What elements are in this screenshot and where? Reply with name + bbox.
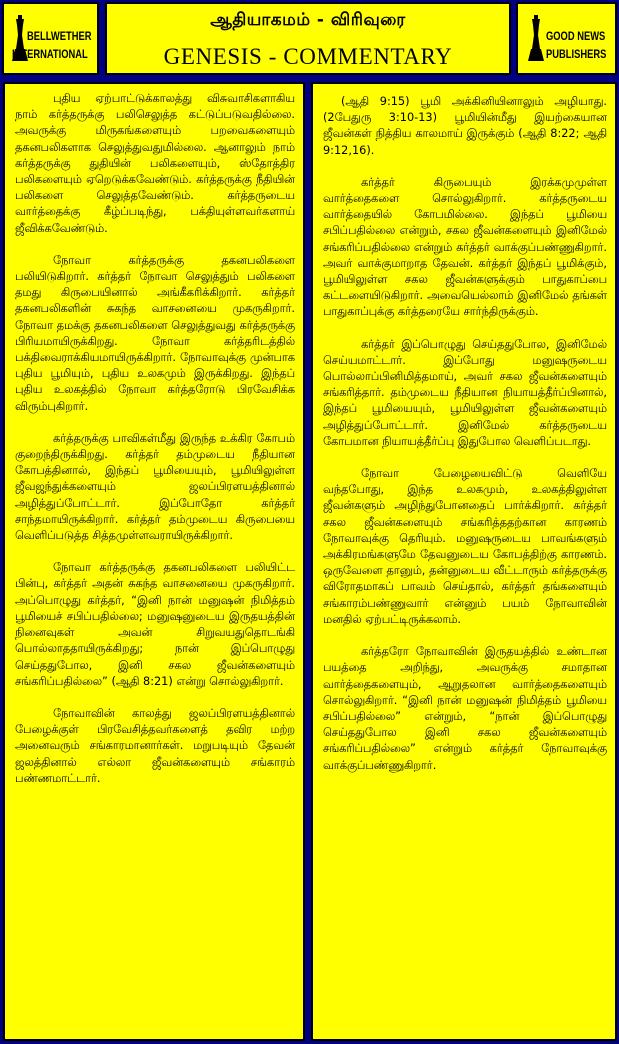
left-column [3,82,305,1041]
title-english: GENESIS - COMMENTARY [163,44,453,69]
paragraph: கர்த்தருக்கு பாவிகள்மீது இருந்த உக்கிர கோபம் குறைந்திருக்கிறது. கர்த்தர் தம்முடைய நீதியான கோபத்தினால், இந்தப் பூமியையும், பூமியிலுள்ள ஜீவஜந்துக்களையும் ஜலப்பிரளயத்தினால் அழித்துப்போட்டார். இப்போதோ கர்த்தர் சாந்தமாயிருக்கிறார். கர்த்தர் தம்முடைய கிருபையை வெளிப்படுத்த சித்தமுள்ளவராயிருக்கிறார். [15,431,295,543]
paragraph: (ஆதி 9:15) பூமி அக்கினியினாலும் அழியாது. (2பேதுரு 3:10-13) பூமியின்மீது இயற்கையான ஜீவன்கள் நித்திய காலமாய் இருக்கும் (ஆதி 8:22; ஆதி 9:12,16). [323,95,607,157]
logo-left-line1: BELLWETHER [27,29,92,43]
tower-icon [526,15,546,61]
paragraph: கர்த்தர் கிருபையும் இரக்கமுமுள்ள வார்த்தைகளை சொல்லுகிறார். கர்த்தருடைய வார்த்தையில் கோபமில்லை. இந்தப் பூமியை சபிப்பதில்லை என்றும், சகல ஜீவன்களையும் இனிமேல் சங்கரிப்பதில்லை என்றும் கர்த்தர் வாக்குப்பண்ணுகிறார். அவர் வாக்குமாறாத தேவன். கர்த்தர் இந்தப் பூமிக்கும், பூமியிலுள்ள சகல ஜீவன்களுக்கும் பாதுகாப்பை கட்டளையிடுகிறார். அவையெல்லாம் இனிமேல் தங்கள் பாதுகாப்புக்கு கர்த்தரையே சார்ந்திருக்கும். [323,175,607,319]
title-tamil: ஆதியாகமம் - விரிவுரை [210,10,406,30]
paragraph: கர்த்தரோ நோவாவின் இருதயத்தில் உண்டான பயத்தை அறிந்து, அவருக்கு சமாதான வார்த்தைகளையும், ஆறுதலான வார்த்தைகளையும் சொல்லுகிறார். “இனி நான் மனுஷன் நிமித்தம் பூமியை சபிப்பதில்லை” என்றும், “நான் இப்பொழுது செய்ததுபோல இனி சகல ஜீவன்களையும் சங்கரிப்பதில்லை” என்றும் கர்த்தர் நோவாவுக்கு வாக்குப்பண்ணுகிறார். [323,645,607,772]
bellwether-logo [2,2,99,75]
paragraph: புதிய ஏற்பாட்டுக்காலத்து விசுவாசிகளாகிய நாம் கர்த்தருக்கு பலிசெலுத்த கட்டுப்படுவதில்லை. அவருக்கு மிருகங்களையும் பறவைகளையும் தகனபலிகளாக செலுத்துவதுமில்லை. ஆனாலும் நாம் கர்த்தருக்கு துதியின் பலிகளையும், ஸ்தோத்திர பலிகளையும் ஏறெடுக்கவேண்டும். கர்த்தருக்கு நீதியின் பலிகளை செலுத்தவேண்டும். கர்த்தருடைய வார்த்தைக்கு கீழ்ப்படிந்து, பக்தியுள்ளவர்களாய் ஜீவிக்கவேண்டும். [15,92,295,235]
paragraph: நோவா கர்த்தருக்கு தகனபலிகளை பலியிடுகிறார். கர்த்தர் நோவா செலுத்தும் பலிகளை தமது கிருபையினால் அங்கீகரிக்கிறார். கர்த்தர் தகனபலிகளின் சுகந்த வாசனையை முகருகிறார். நோவா தமக்கு தகனபலிகளை செலுத்துவது கர்த்தருக்கு பிரியமாயிருக்கிறது. நோவா கர்த்தரிடத்தில் பக்திவைராக்கியமாயிருக்கிறார். நோவாவுக்கு முன்பாக புதிய பூமியும், புதிய உலகமும் இருக்கிறது. இந்தப் புதிய உலகத்தில் நோவா கர்த்தரோடு பிரவேசிக்க விரும்புகிறார். [15,253,295,413]
right-column [311,82,617,1041]
paragraph: நோவா பேழையைவிட்டு வெளியே வந்தபோது, இந்த உலகமும், உலகத்திலுள்ள ஜீவன்களும் அழிந்துபோனதைப் பார்க்கிறார். கர்த்தர் சகல ஜீவன்களையும் சங்கரித்ததற்கான காரணம் நோவாவுக்கு தெரியும். மனுஷருடைய பாவங்களும் அக்கிரமங்களுமே தேவனுடைய கோபத்திற்கு காரணம். ஒருவேளை தானும், தன்னுடைய வீட்டாரும் கர்த்தருக்கு விரோதமாகப் பாவம் செய்தால், கர்த்தர் தங்களையும் சங்காரம்பண்ணுவார் என்னும் பயம் நோவாவின் மனதில் ஏற்பட்டிருக்கலாம். [323,467,607,626]
paragraph: கர்த்தர் இப்பொழுது செய்ததுபோல, இனிமேல் செய்யமாட்டார். இப்போது மனுஷருடைய பொல்லாப்பினிமித்தமாய், அவர் சகல ஜீவன்களையும் சங்கரித்தார். தம்முடைய நீதியான நியாயத்தீர்ப்பினால், இந்தப் பூமியையும், பூமியிலுள்ள ஜீவன்களையும் அழித்துப்போட்டார். இனிமேல் கர்த்தருடைய கோபமான நியாயத்தீர்ப்பு இதுபோல வெளிப்படாது. [323,337,607,448]
paragraph: நோவா கர்த்தருக்கு தகனபலிகளை பலியிட்ட பின்பு, கர்த்தர் அதன் சுகந்த வாசனையை முகருகிறார். அப்பொழுது கர்த்தர், “இனி நான் மனுஷன் நிமித்தம் பூமியைச் சபிப்பதில்லை; மனுஷனுடைய இருதயத்தின் நினைவுகள் அவன் சிறுவயதுதொடங்கி பொல்லாததாயிருக்கிறது; நான் இப்பொழுது செய்ததுபோல, இனி சகல ஜீவன்களையும் சங்கரிப்பதில்லை” (ஆதி 8:21) என்று சொல்லுகிறார். [15,561,295,688]
paragraph: நோவாவின் காலத்து ஜலப்பிரளயத்தினால் பேழைக்குள் பிரவேசித்தவர்களைத் தவிர மற்ற அனைவரும் சங்காரமானார்கள். மறுபடியும் தேவன் ஜலத்தினால் எல்லா ஜீவன்களையும் சங்காரம் பண்ணமாட்டார். [15,706,295,785]
logo-right-line1: GOOD NEWS [546,29,606,43]
good-news-publishers-logo [516,2,617,75]
page-header [105,2,511,75]
logo-left-line2: INTERNATIONAL [12,47,88,61]
logo-right-line2: PUBLISHERS [546,47,607,61]
